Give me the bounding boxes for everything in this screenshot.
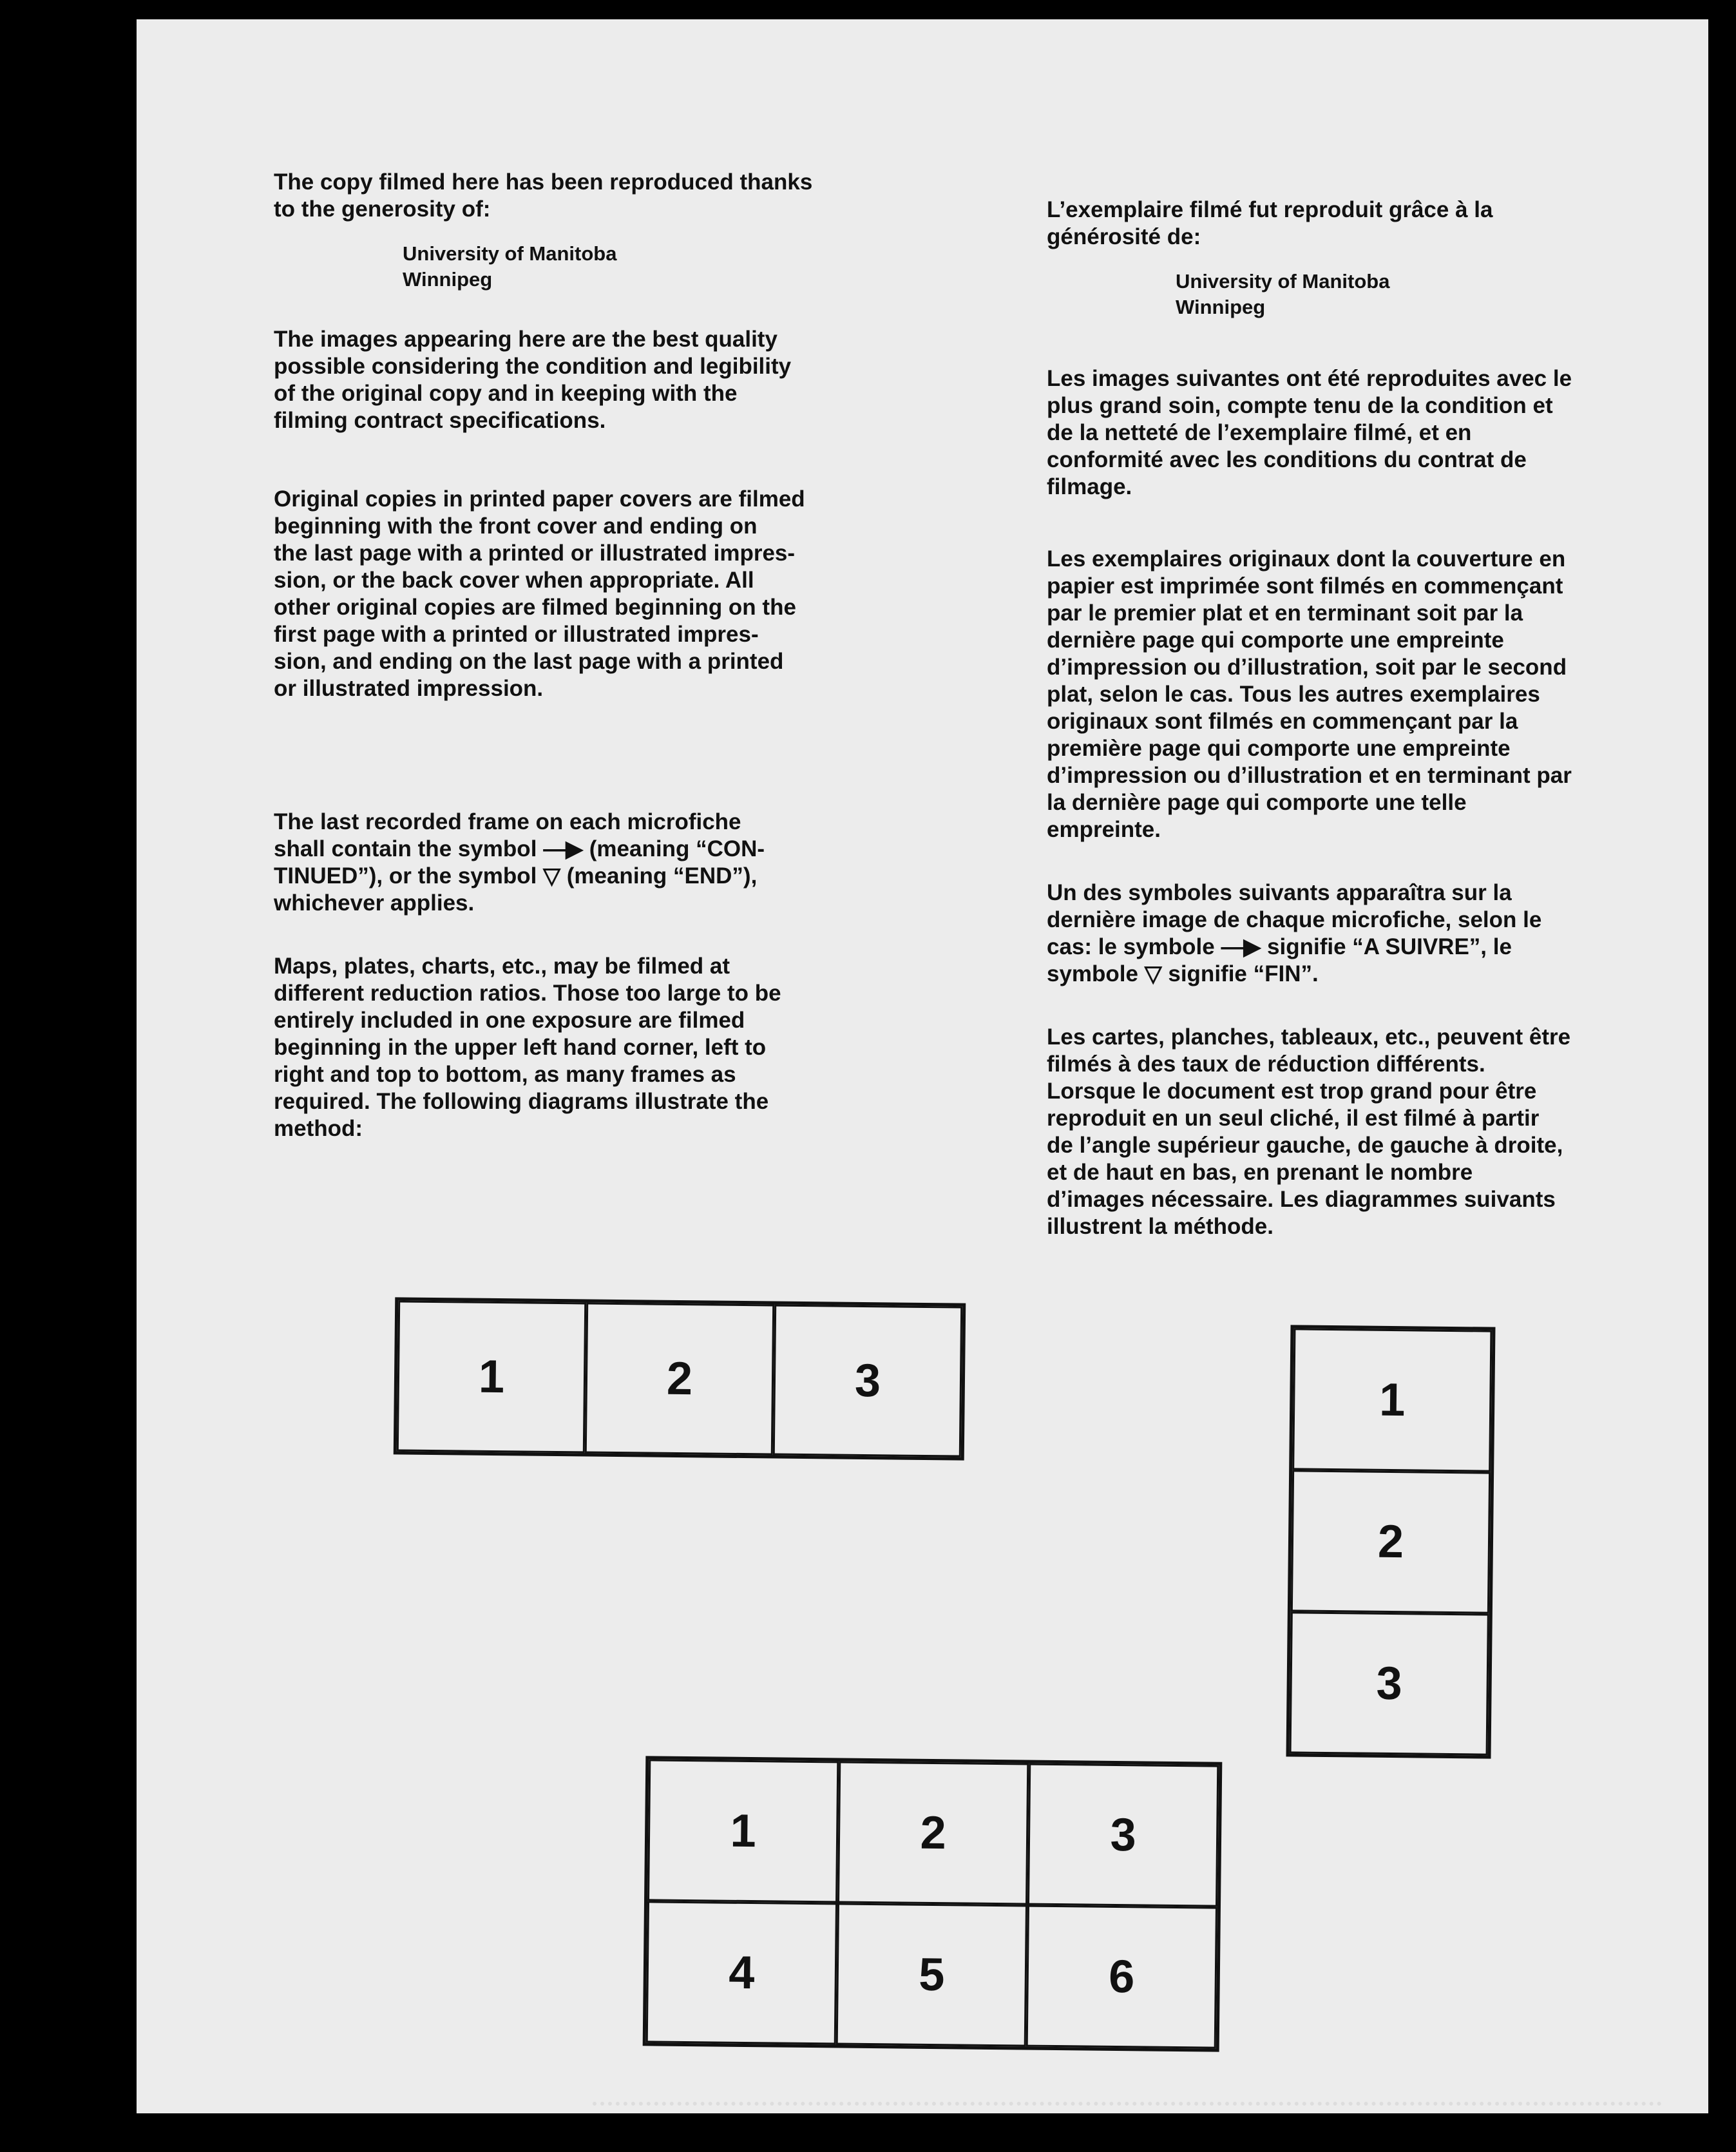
english-symbols-note: The last recorded frame on each microfiche shall contain the symbol —▶ (meaning “CON- TINUED”), or the symbol ▽ (meaning “END”), whichever applies. xyxy=(274,809,765,916)
frame-cell: 6 xyxy=(1026,1905,1217,2049)
frame-cell: 3 xyxy=(773,1305,962,1457)
frame-cell: 1 xyxy=(397,1300,586,1453)
english-covers-note: Original copies in printed paper covers are filmed beginning with the front cover and ending on the last page with a printed or illustrated impres- sion, or the back cover when appropriate. All other original copies are filmed beginning on the first page with a printed or illustrated impres- sion, and ending on the last page with a printed or illustrated impression. xyxy=(274,486,805,701)
frame-cell: 1 xyxy=(647,1759,839,1903)
french-intro: L’exemplaire filmé fut reproduit grâce à la générosité de: xyxy=(1047,197,1493,249)
frame-cell: 3 xyxy=(1027,1763,1219,1907)
frame-cell: 3 xyxy=(1290,1611,1489,1755)
bottom-edge-artifact xyxy=(593,2102,1662,2113)
french-symbols-note: Un des symboles suivants apparaîtra sur la dernière image de chaque microfiche, selon le cas: le symbole —▶ signifie “A SUIVRE”, le symbole ▽ signifie “FIN”. xyxy=(1047,880,1542,986)
frame-cell: 1 xyxy=(1292,1328,1492,1472)
french-quality-note: Les images suivantes ont été reproduites avec le plus grand soin, compte tenu de la condition et de la netteté de l’exemplaire filmé, et en conformité avec les conditions du contrat de filmage. xyxy=(1047,366,1572,499)
english-institution: University of Manitoba Winnipeg xyxy=(403,242,617,291)
french-institution: University of Manitoba Winnipeg xyxy=(1176,270,1390,318)
six-frames-diagram xyxy=(643,1756,1223,2051)
french-maps-note: Les cartes, planches, tableaux, etc., peuvent être filmés à des taux de réduction différents. Lorsque le document est trop grand pour être reproduit en un seul cliché, il est filmé à partir de l’angle supérieur gauche, de gauche à droite, et de haut en bas, en prenant le nombre d’images nécessaire. Les diagrammes suivants illustrent la méthode. xyxy=(1047,1024,1571,1239)
frame-cell: 2 xyxy=(1291,1470,1491,1613)
frame-cell: 4 xyxy=(646,1901,837,2044)
english-column xyxy=(274,169,931,1142)
english-quality-note: The images appearing here are the best quality possible considering the condition and legibility of the original copy and in keeping with the filming contract specifications. xyxy=(274,327,792,433)
frame-cell: 2 xyxy=(585,1302,774,1455)
english-maps-note: Maps, plates, charts, etc., may be filmed at different reduction ratios. Those too large to be entirely included in one exposure are filmed beginning in the upper left hand corner, left to right and top to bottom, as many frames as required. The following diagrams illustrate the method: xyxy=(274,954,781,1141)
horizontal-frames-diagram xyxy=(394,1297,966,1460)
frame-cell: 2 xyxy=(837,1761,1029,1905)
french-column xyxy=(1047,197,1710,1240)
english-intro: The copy filmed here has been reproduced thanks to the generosity of: xyxy=(274,169,813,222)
frame-cell: 5 xyxy=(836,1903,1027,2046)
vertical-frames-diagram xyxy=(1286,1325,1496,1758)
french-covers-note: Les exemplaires originaux dont la couverture en papier est imprimée sont filmés en commençant par le premier plat et en terminant soit par la dernière page qui comporte une empreinte d’impression ou d’illustration, soit par le second plat, selon le cas. Tous les autres exemplaires originaux sont filmés en commençant par la première page qui comporte une empreinte d’impression ou d’illustration et en terminant par la dernière page qui comporte une telle empreinte. xyxy=(1047,546,1572,842)
